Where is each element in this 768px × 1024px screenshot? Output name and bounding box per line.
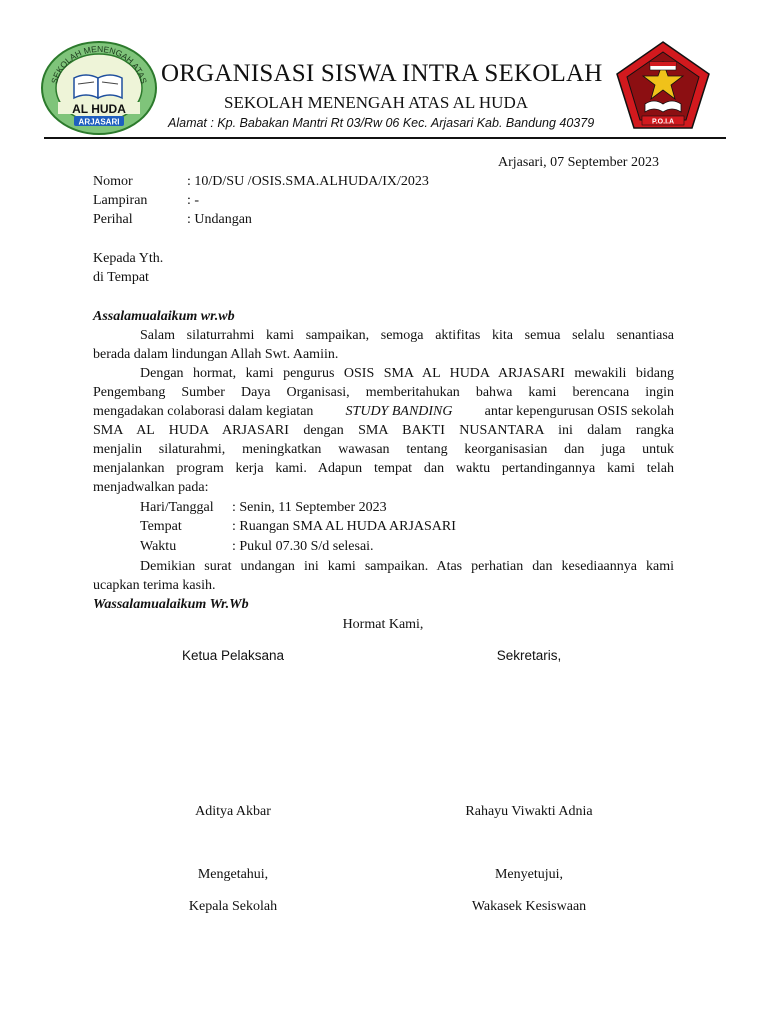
meta-label-lampiran: Lampiran <box>93 193 148 208</box>
logo-ribbon-text: P.O.I.A <box>651 118 675 126</box>
para2-line1: Dengan hormat, kami pengurus OSIS SMA AL HUDA ARJASARI mewakili bidang <box>140 366 674 381</box>
schedule-value-day: : Senin, 11 September 2023 <box>232 500 387 515</box>
schedule-value-place: : Ruangan SMA AL HUDA ARJASARI <box>232 519 456 534</box>
meta-value-perihal: : Undangan <box>187 212 252 227</box>
logo-place: ARJASARI <box>78 117 120 127</box>
recipient-line1: Kepada Yth. <box>93 251 164 266</box>
greeting: Assalamualaikum wr.wb <box>93 309 235 324</box>
letterhead-subtitle: SEKOLAH MENENGAH ATAS AL HUDA <box>224 93 529 112</box>
meta-value-nomor: : 10/D/SU /OSIS.SMA.ALHUDA/IX/2023 <box>187 174 429 189</box>
para2-line7: menjadwalkan pada: <box>93 480 209 495</box>
right-ack: Menyetujui, <box>494 867 564 882</box>
schedule-label-time: Waktu <box>140 539 177 554</box>
logo-name: AL HUDA <box>72 102 126 116</box>
right-title: Wakasek Kesiswaan <box>471 899 587 914</box>
meta-label-perihal: Perihal <box>93 212 133 227</box>
study-banding: STUDY BANDING <box>345 404 453 419</box>
letterhead-divider <box>44 137 726 139</box>
meta-label-nomor: Nomor <box>93 174 133 189</box>
para2-line3 <box>93 402 674 421</box>
letterhead-address: Alamat : Kp. Babakan Mantri Rt 03/Rw 06 Kec. Arjasari Kab. Bandung 40379 <box>168 116 595 130</box>
school-logo <box>40 40 158 136</box>
para2-line5: menjalin silaturahmi, meningkatkan wawasan tentang keorganisasian dan juga untuk <box>93 442 674 457</box>
farewell: Wassalamualaikum Wr.Wb <box>93 597 249 612</box>
para1-line1: Salam silaturrahmi kami sampaikan, semoga aktifitas kita semua selalu senantiasa <box>140 328 674 343</box>
right-role: Sekretaris, <box>496 648 562 663</box>
para2-line2: Pengembang Sumber Daya Organisasi, memberitahukan bahwa kami berencana ingin <box>93 385 674 400</box>
closing-line2: ucapkan terima kasih. <box>93 578 216 593</box>
para2-line3-pre: mengadakan colaborasi dalam kegiatan <box>93 404 317 419</box>
letterhead-title: ORGANISASI SISWA INTRA SEKOLAH <box>161 60 603 87</box>
left-role: Ketua Pelaksana <box>181 648 285 663</box>
recipient-line2: di Tempat <box>93 270 149 285</box>
schedule-label-place: Tempat <box>140 519 182 534</box>
left-name: Aditya Akbar <box>195 804 271 819</box>
left-ack: Mengetahui, <box>197 867 269 882</box>
para2-line4: SMA AL HUDA ARJASARI dengan SMA BAKTI NUSANTARA ini dalam rangka <box>93 423 674 438</box>
para2-line6: menjalankan program kerja kami. Adapun tempat dan waktu pertandingannya kami telah <box>93 461 674 476</box>
closing-line1: Demikian surat undangan ini kami sampaikan. Atas perhatian dan kesediaannya kami <box>140 559 674 574</box>
para1-line2: berada dalam lindungan Allah Swt. Aamiin. <box>93 347 339 362</box>
meta-value-lampiran: : - <box>187 193 200 208</box>
left-title: Kepala Sekolah <box>188 899 278 914</box>
schedule-value-time: : Pukul 07.30 S/d selesai. <box>232 539 374 554</box>
right-name: Rahayu Viwakti Adnia <box>465 804 593 819</box>
para2-line3-post: antar kepengurusan OSIS sekolah <box>481 404 674 419</box>
osis-logo <box>612 40 714 132</box>
schedule-label-day: Hari/Tanggal <box>140 500 214 515</box>
logo-ring-text: SEKOLAH MENENGAH ATAS <box>49 43 149 85</box>
hormat-kami: Hormat Kami, <box>342 617 424 632</box>
letter-date: Arjasari, 07 September 2023 <box>498 155 659 170</box>
